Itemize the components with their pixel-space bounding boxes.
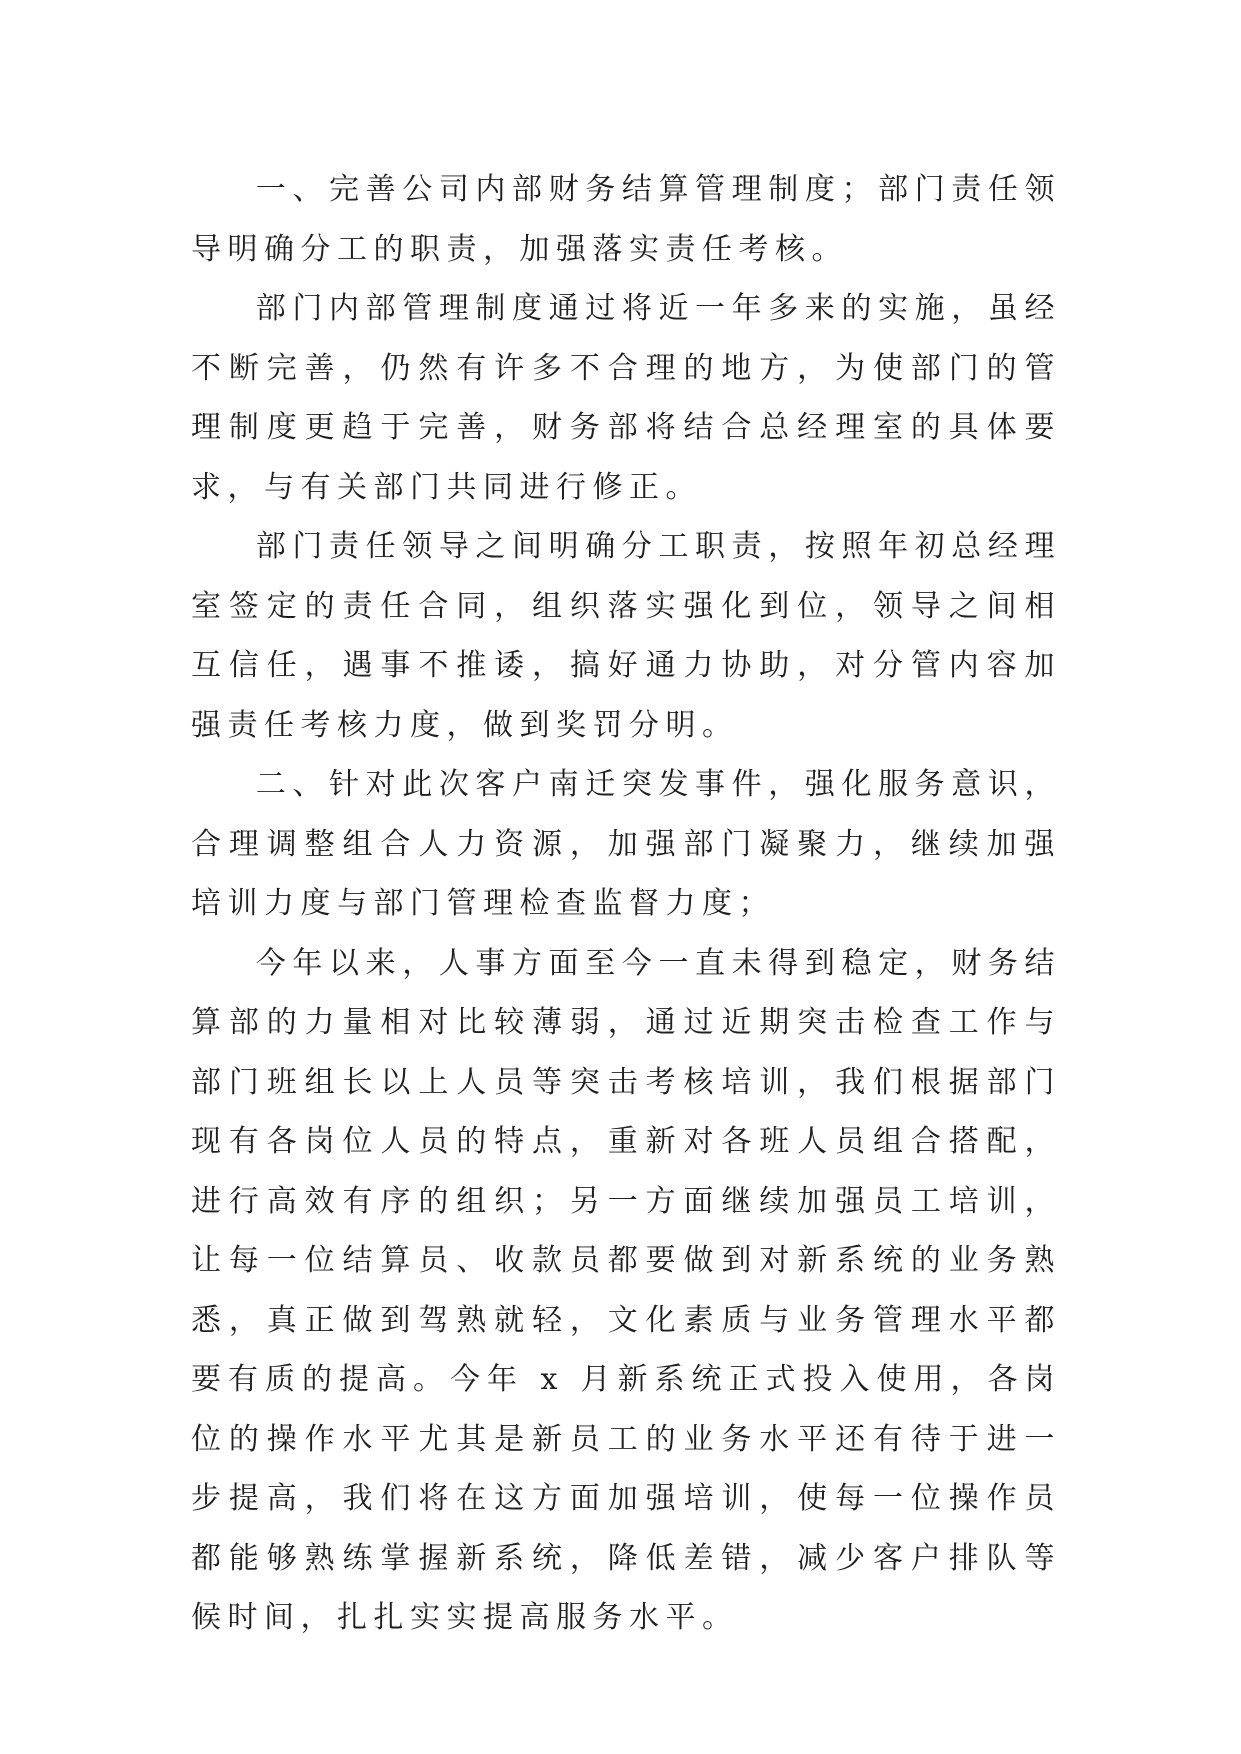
paragraph-leadership-duties: 部门责任领导之间明确分工职责，按照年初总经理室签定的责任合同，组织落实强化到位，领导之间相互信任，遇事不推诿，搞好通力协助，对分管内容加强责任考核力度，做到奖罚分明。 bbox=[191, 529, 1061, 743]
paragraph-staff-training: 今年以来，人事方面至今一直未得到稳定，财务结算部的力量相对比较薄弱，通过近期突击检查工作与部门班组长以上人员等突击考核培训，我们根据部门现有各岗位人员的特点，重新对各班人员组合搭配，进行高效有序的组织；另一方面继续加强员工培训，让每一位结算员、收款员都要做到对新系统的业务熟悉，真正做到驾熟就轻，文化素质与业务管理水平都要有质的提高。今年 x 月新系统正式投入使用，各岗位的操作水平尤其是新员工的业务水平还有待于进一步提高，我们将在这方面加强培训，使每一位操作员都能够熟练掌握新系统，降低差错，减少客户排队等候时间，扎扎实实提高服务水平。 bbox=[191, 945, 1061, 1635]
paragraph-section-two-heading: 二、针对此次客户南迁突发事件，强化服务意识，合理调整组合人力资源，加强部门凝聚力，继续加强培训力度与部门管理检查监督力度； bbox=[191, 767, 1061, 921]
paragraph-section-one-heading: 一、完善公司内部财务结算管理制度；部门责任领导明确分工的职责，加强落实责任考核。 bbox=[191, 172, 1061, 267]
paragraph-management-system: 部门内部管理制度通过将近一年多来的实施，虽经不断完善，仍然有许多不合理的地方，为使部门的管理制度更趋于完善，财务部将结合总经理室的具体要求，与有关部门共同进行修正。 bbox=[191, 291, 1061, 505]
document-body bbox=[191, 160, 1061, 1648]
